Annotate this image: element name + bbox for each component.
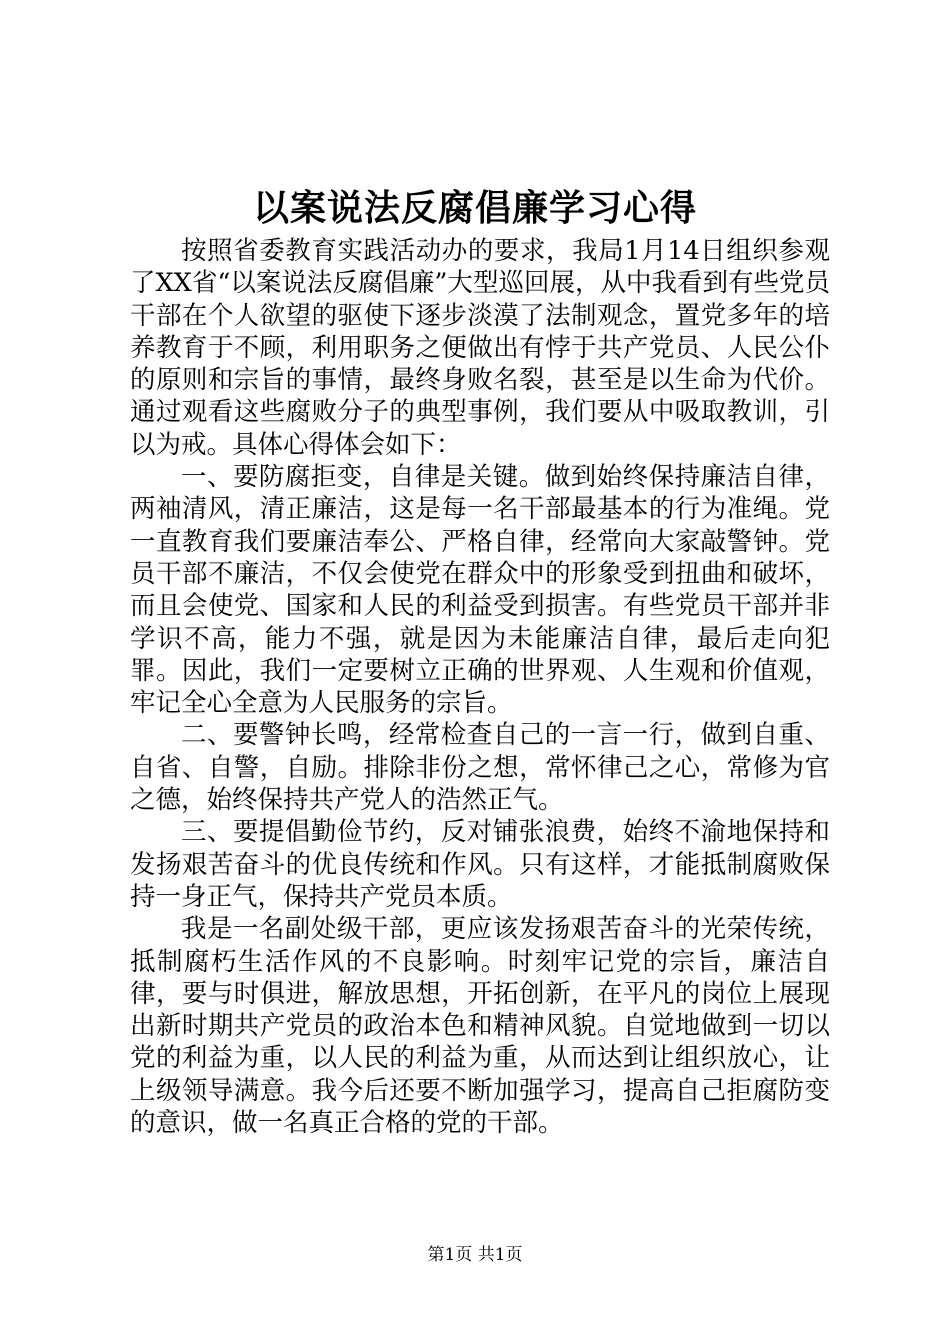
- paragraph-conclusion: 我是一名副处级干部，更应该发扬艰苦奋斗的光荣传统，抵制腐朽生活作风的不良影响。时刻牢记党的宗旨，廉洁自律，要与时俱进，解放思想，开拓创新，在平凡的岗位上展现出新时期共产党员的政治本色和精神风貌。自觉地做到一切以党的利益为重，以人民的利益为重，从而达到让组织放心，让上级领导满意。我今后还要不断加强学习，提高自己拒腐防变的意识，做一名真正合格的党的干部。: [130, 914, 830, 1139]
- page-footer: 第1页 共1页: [427, 1245, 523, 1265]
- paragraph-point-one: 一、要防腐拒变，自律是关键。做到始终保持廉洁自律，两袖清风，清正廉洁，这是每一名干部最基本的行为准绳。党一直教育我们要廉洁奉公、严格自律，经常向大家敲警钟。党员干部不廉洁，不仅会使党在群众中的形象受到扭曲和破坏，而且会使党、国家和人民的利益受到损害。有些党员干部并非学识不高，能力不强，就是因为未能廉洁自律，最后走向犯罪。因此，我们一定要树立正确的世界观、人生观和价值观，牢记全心全意为人民服务的宗旨。: [130, 462, 830, 719]
- document-body: [130, 235, 830, 1139]
- paragraph-point-two: 二、要警钟长鸣，经常检查自己的一言一行，做到自重、自省、自警，自励。排除非份之想，常怀律己之心，常修为官之德，始终保持共产党人的浩然正气。: [130, 720, 830, 816]
- paragraph-intro: 按照省委教育实践活动办的要求，我局1月14日组织参观了XX省“以案说法反腐倡廉”大型巡回展，从中我看到有些党员干部在个人欲望的驱使下逐步淡漠了法制观念，置党多年的培养教育于不顾，利用职务之便做出有悖于共产党员、人民公仆的原则和宗旨的事情，最终身败名裂，甚至是以生命为代价。通过观看这些腐败分子的典型事例，我们要从中吸取教训，引以为戒。具体心得体会如下：: [130, 236, 830, 460]
- document-title: 以案说法反腐倡廉学习心得: [252, 187, 697, 229]
- paragraph-point-three: 三、要提倡勤俭节约，反对铺张浪费，始终不渝地保持和发扬艰苦奋斗的优良传统和作风。只有这样，才能抵制腐败保持一身正气，保持共产党员本质。: [130, 817, 830, 912]
